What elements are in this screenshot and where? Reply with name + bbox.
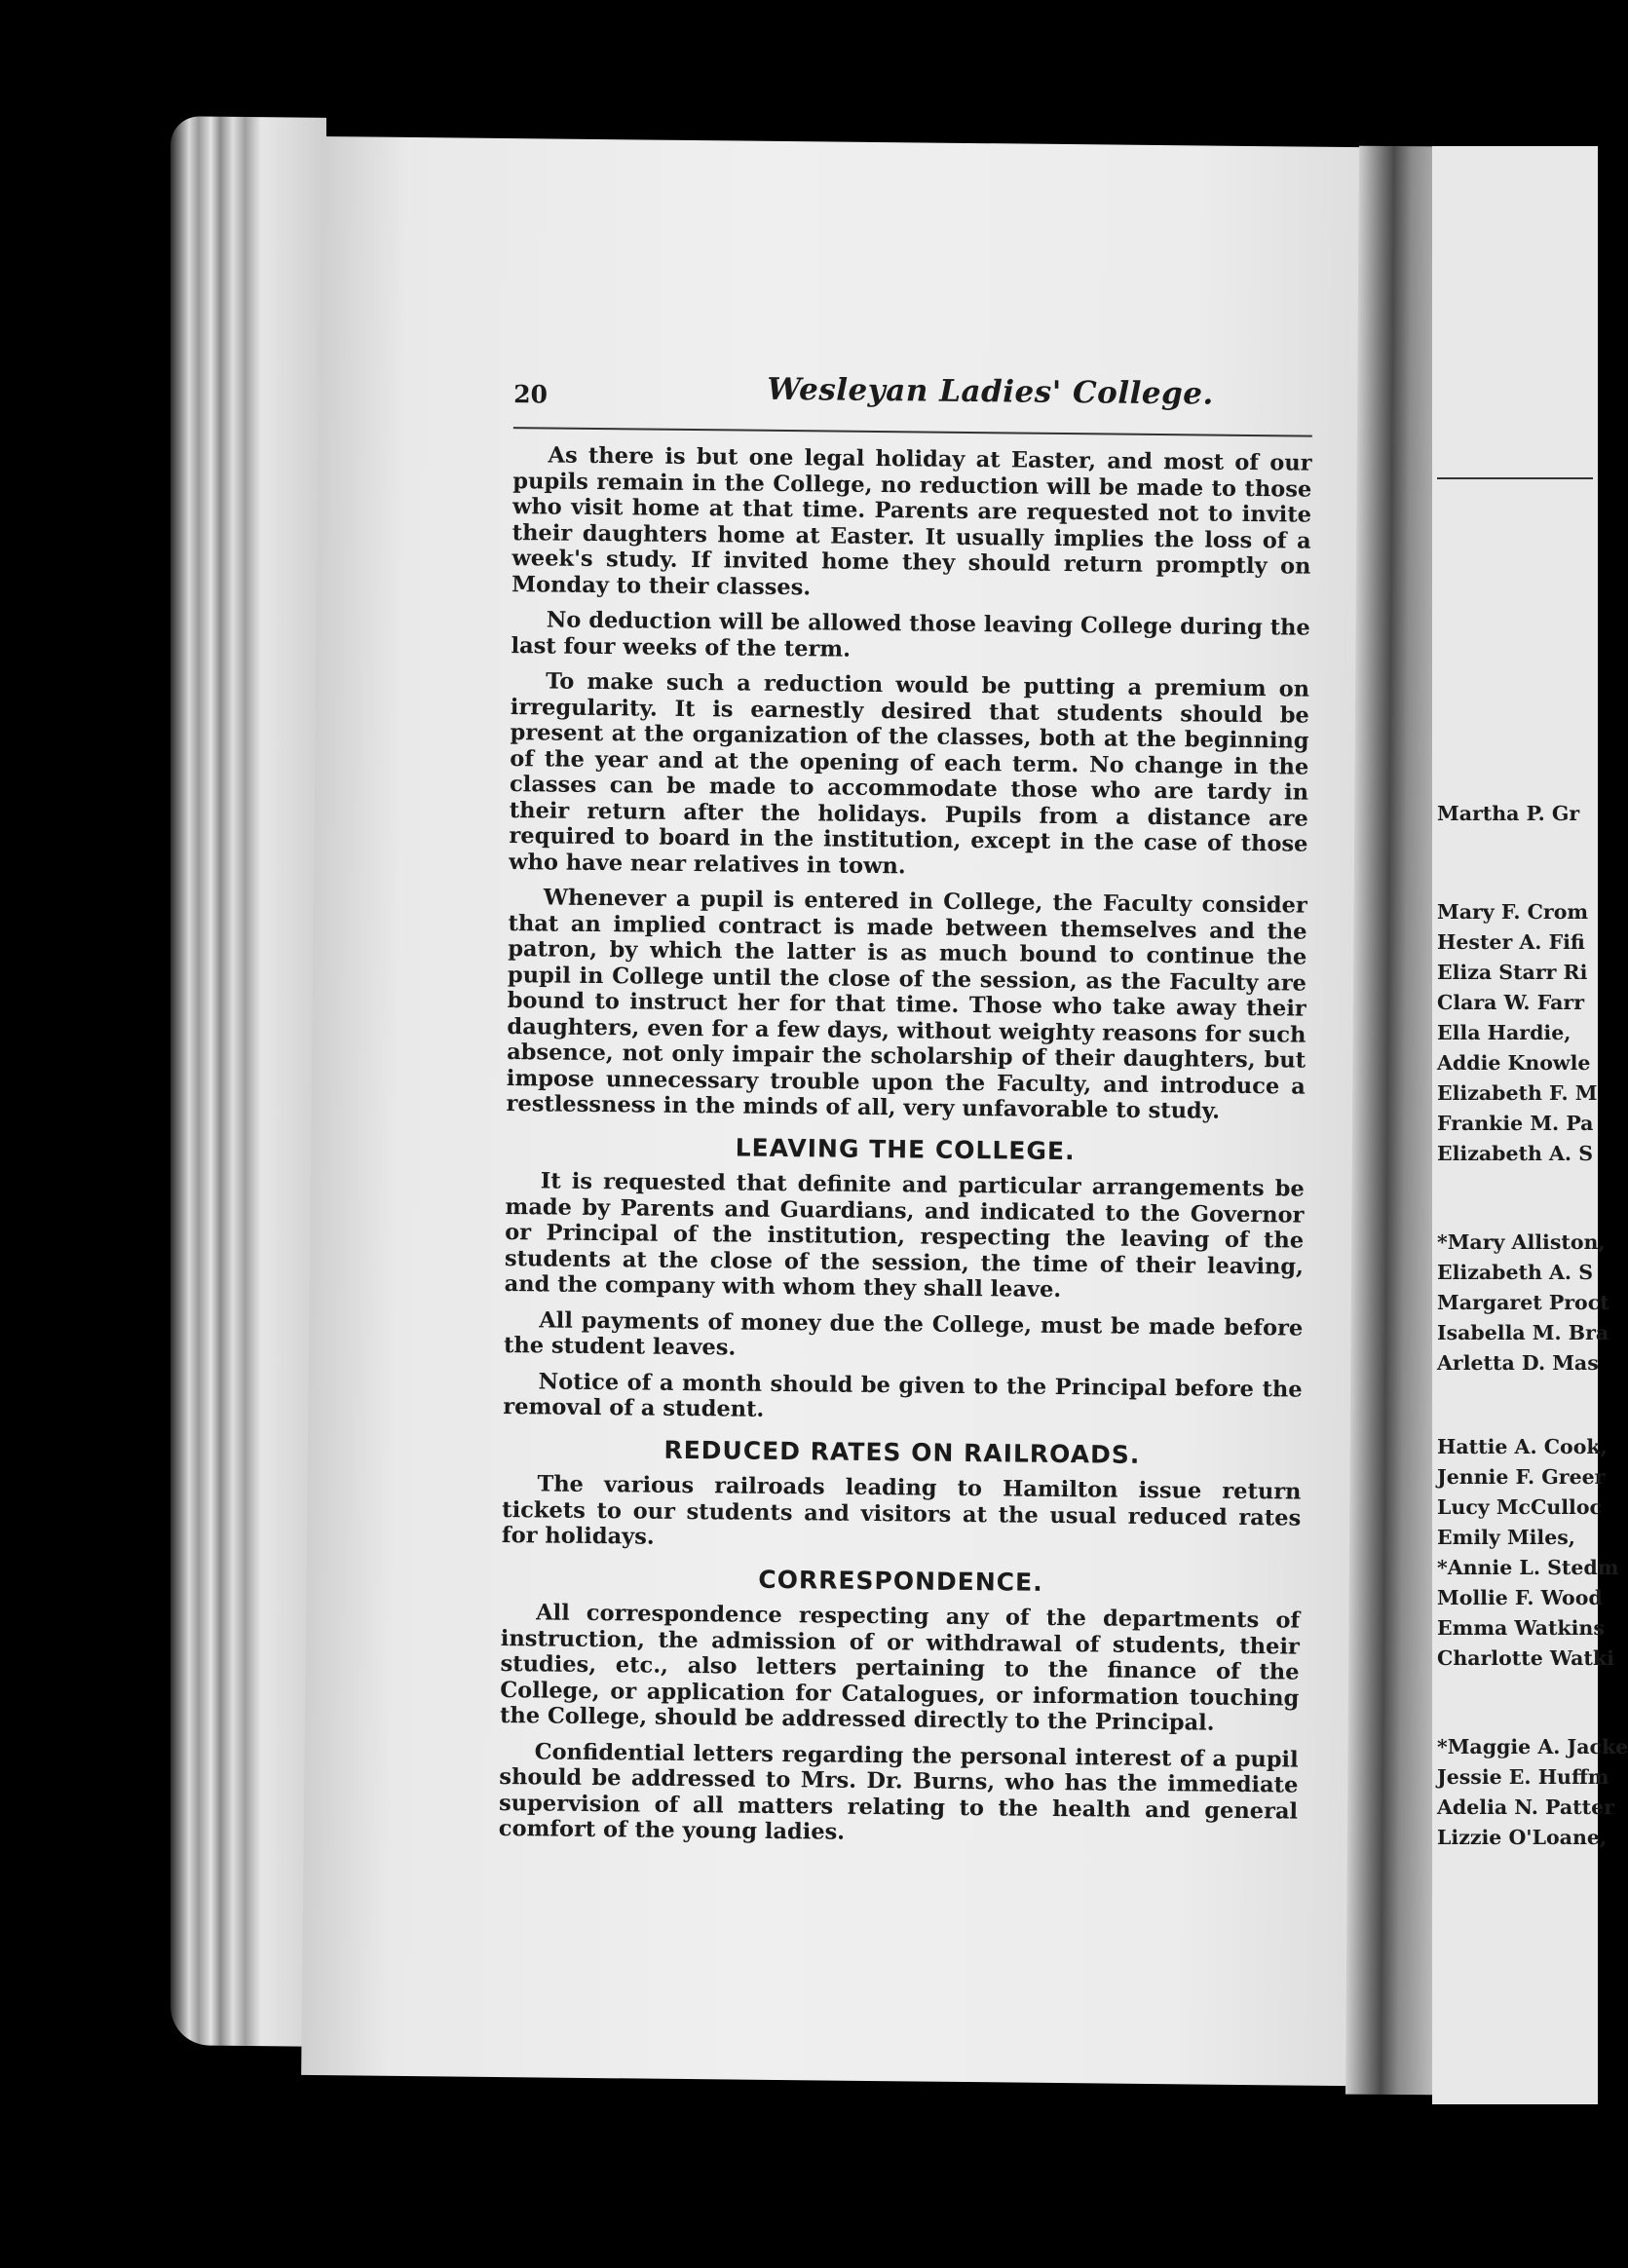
- list-item: Mary F. Crom: [1437, 900, 1589, 924]
- list-item: Hattie A. Cook,: [1437, 1435, 1608, 1458]
- heading-leaving: LEAVING THE COLLEGE.: [735, 1133, 1076, 1165]
- facing-page-rule: [1437, 477, 1593, 479]
- list-item: Martha P. Gr: [1437, 802, 1580, 825]
- list-item: Elizabeth A. S: [1437, 1261, 1593, 1284]
- list-item: Margaret Proct: [1437, 1291, 1609, 1314]
- paragraph-contract: Whenever a pupil is entered in College, the Faculty consider that an implied contract is made between themselves and the patron, by which the latter is as much bound to continue the pupil in College until the close of the session, as the Faculty are bound to instruct her for that time. Those who take away their daughters, even for a few days, without weighty reasons for such absence, not only impair the scholarship of their daughters, but impose unnecessary trouble upon the Faculty, and introduce a restlessness in the minds of all, very unfavorable to study.: [506, 885, 1307, 1124]
- list-item: Emma Watkins: [1437, 1616, 1605, 1640]
- list-item: *Mary Alliston,: [1437, 1230, 1606, 1254]
- list-item: *Annie L. Stedm: [1437, 1556, 1619, 1579]
- page-content: [498, 371, 1313, 1860]
- heading-correspondence: CORRESPONDENCE.: [758, 1565, 1043, 1597]
- list-item: Elizabeth A. S: [1437, 1142, 1593, 1165]
- paragraph-leaving-notice: Notice of a month should be given to the Principal before the removal of a student.: [503, 1368, 1303, 1422]
- paragraph-easter: As there is but one legal holiday at Easter, and most of our pupils remain in the College, no reduction will be made to those who visit home at that time. Parents are requested not to invite their daughters home at Easter. It usually implies the loss of a week's study. If invited home they should return promptly on Monday to their classes.: [511, 442, 1312, 600]
- list-item: Lizzie O'Loane,: [1437, 1826, 1608, 1849]
- list-item: Charlotte Watki: [1437, 1646, 1614, 1670]
- list-item: Elizabeth F. M: [1437, 1081, 1598, 1105]
- list-item: Lucy McCulloc: [1437, 1495, 1602, 1519]
- paragraph-leaving-arrangements: It is requested that definite and particular arrangements be made by Parents and Guardians, and indicated to the Governor or Principal of the institution, respecting the leaving of the students at the close of the session, the time of their leaving, and the company with whom they shall leave.: [504, 1168, 1305, 1304]
- list-item: Mollie F. Wood: [1437, 1586, 1603, 1609]
- facing-page-name-list: [1437, 799, 1628, 1853]
- list-item: Jessie E. Huffm: [1437, 1765, 1609, 1789]
- list-item: Adelia N. Patter: [1437, 1796, 1614, 1819]
- list-item: Eliza Starr Ri: [1437, 961, 1588, 984]
- paragraph-railroads: The various railroads leading to Hamilton issue return tickets to our students and visitors at the usual reduced rates for holidays.: [501, 1471, 1302, 1550]
- left-page: [301, 136, 1413, 2087]
- list-item: Emily Miles,: [1437, 1526, 1575, 1549]
- list-item: Jennie F. Greer: [1437, 1465, 1606, 1489]
- list-item: Addie Knowle: [1437, 1051, 1591, 1075]
- list-item: Arletta D. Mas: [1437, 1351, 1599, 1375]
- paragraph-irregularity: To make such a reduction would be putting a premium on irregularity. It is earnestly desired that students should be present at the organization of the classes, both at the beginning of the year and at the opening of each term. No change in the classes can be made to accommodate those who are tardy in their return after the holidays. Pupils from a distance are required to board in the institution, except in the case of those who have near relatives in town.: [509, 668, 1310, 879]
- page-number: 20: [513, 380, 549, 409]
- paragraph-correspondence: All correspondence respecting any of the departments of instruction, the admission of or withdrawal of students, their studies, etc., also letters pertaining to the finance of the College, or application for Catalogues, or information touching the College, should be addressed directly to the Principal.: [499, 1600, 1301, 1736]
- paragraph-deduction: No deduction will be allowed those leaving College during the last four weeks of the term.: [511, 607, 1310, 662]
- list-item: Isabella M. Bra: [1437, 1321, 1609, 1344]
- paragraph-confidential: Confidential letters regarding the personal interest of a pupil should be addressed to Mrs. Dr. Burns, who has the immediate supervision of all matters relating to the health and general comfort of the young ladies.: [498, 1738, 1299, 1845]
- page-edges: [170, 116, 326, 2047]
- page-header: [513, 371, 1312, 437]
- paragraph-leaving-payments: All payments of money due the College, must be made before the student leaves.: [503, 1306, 1304, 1361]
- list-item: *Maggie A. Jacke: [1437, 1735, 1628, 1758]
- list-item: Hester A. Fifi: [1437, 930, 1585, 954]
- running-title: Wesleyan Ladies' College.: [767, 371, 1214, 412]
- list-item: Clara W. Farr: [1437, 991, 1585, 1014]
- list-item: Frankie M. Pa: [1437, 1112, 1594, 1135]
- heading-railroads: REDUCED RATES ON RAILROADS.: [663, 1435, 1141, 1469]
- list-item: Ella Hardie,: [1437, 1021, 1571, 1044]
